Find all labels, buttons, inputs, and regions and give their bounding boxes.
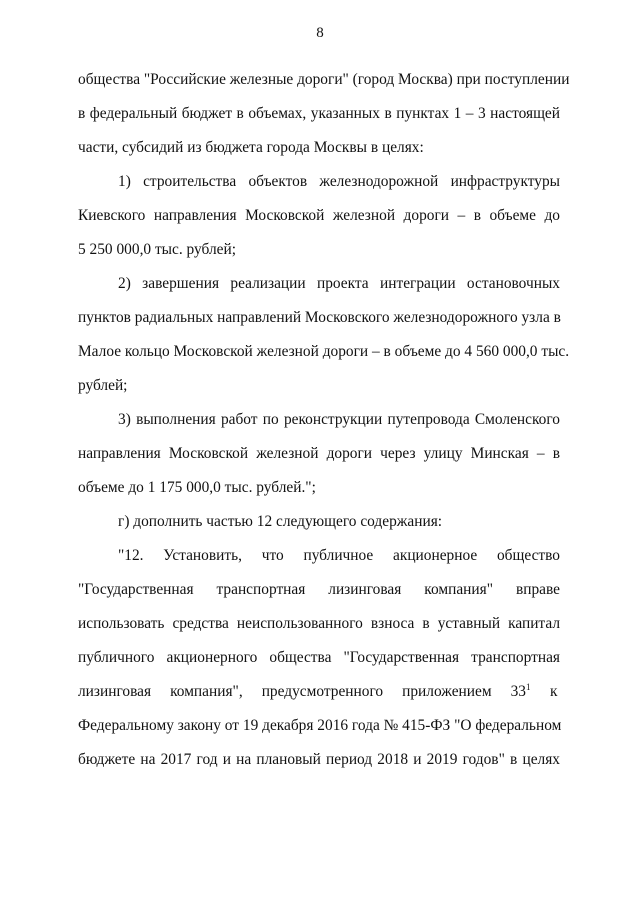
text-line: к [550, 683, 558, 700]
text-line: публичного акционерного общества "Государственная транспортная [78, 649, 560, 666]
text-line: общества "Российские железные дороги" (город Москва) при поступлении [78, 71, 570, 88]
text-line: объеме до 1 175 000,0 тыс. рублей."; [78, 479, 316, 496]
text-line: Федеральному закону от 19 декабря 2016 года № 415-ФЗ "О федеральном [78, 717, 562, 734]
text-line: "12. Установить, что публичное акционерное общество [118, 547, 560, 564]
text-line: использовать средства неиспользованного взноса в уставный капитал [78, 615, 560, 632]
text-line: части, субсидий из бюджета города Москвы в целях: [78, 139, 424, 156]
text-line-with-footnote [78, 682, 533, 702]
text-line: рублей; [78, 377, 128, 394]
text-line: лизинговая компания", предусмотренного приложением 33 [78, 683, 526, 700]
text-line: бюджете на 2017 год и на плановый период 2018 и 2019 годов" в целях [78, 751, 560, 768]
text-line: "Государственная транспортная лизинговая компания" вправе [78, 581, 560, 598]
text-line: направления Московской железной дороги через улицу Минская – в [78, 445, 560, 462]
text-line: 2) завершения реализации проекта интеграции остановочных [118, 275, 560, 292]
text-line: 1) строительства объектов железнодорожной инфраструктуры [118, 173, 560, 190]
footnote-mark: 1 [526, 682, 531, 692]
text-line: г) дополнить частью 12 следующего содержания: [118, 513, 443, 530]
text-line: Малое кольцо Московской железной дороги – в объеме до 4 560 000,0 тыс. [78, 343, 570, 360]
page-number: 8 [316, 25, 324, 41]
text-line: в федеральный бюджет в объемах, указанных в пунктах 1 – 3 настоящей [78, 105, 560, 122]
text-line: 3) выполнения работ по реконструкции путепровода Смоленского [118, 411, 560, 428]
text-line: Киевского направления Московской железной дороги – в объеме до [78, 207, 560, 224]
text-line: 5 250 000,0 тыс. рублей; [78, 241, 237, 258]
text-line: пунктов радиальных направлений Московского железнодорожного узла в [78, 309, 561, 326]
